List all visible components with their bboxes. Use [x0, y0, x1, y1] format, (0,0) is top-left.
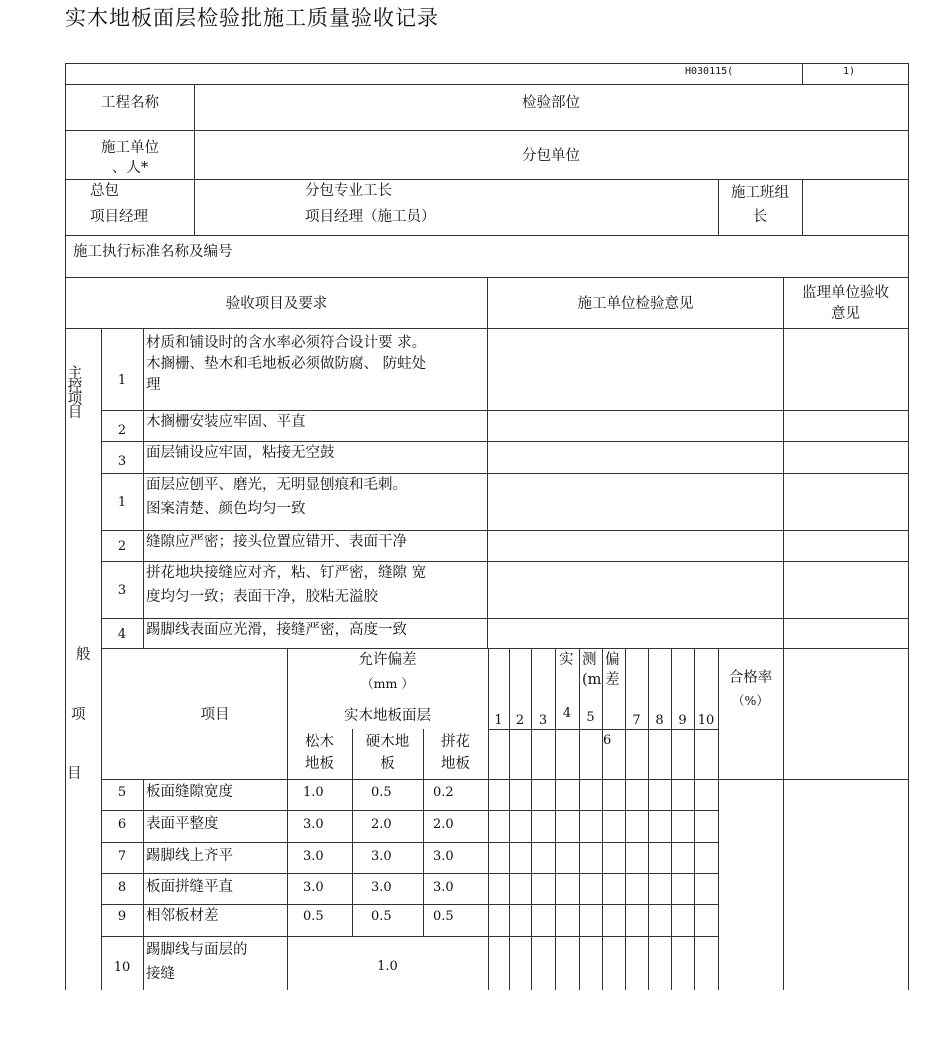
measured-deviation-label: 实 [559, 652, 574, 668]
measured-deviation-label: (m [582, 672, 602, 688]
grid-line [625, 648, 626, 990]
label-inspection-part: 检验部位 [522, 95, 580, 111]
tolerance-value: 2.0 [433, 817, 454, 832]
grid-line [908, 63, 909, 990]
grid-line [101, 936, 719, 937]
measurement-point-number: 6 [603, 733, 612, 748]
tolerance-value: 0.5 [371, 785, 392, 800]
main-item-text: 材质和铺设时的含水率必须符合设计要 求。 [146, 335, 427, 351]
grid-line [718, 648, 719, 990]
grid-line [101, 618, 909, 619]
grid-line [143, 328, 144, 648]
measurement-point-number: 1 [494, 713, 503, 728]
label-team-leader-2: 长 [752, 209, 768, 225]
header-supervisor-2: 意见 [831, 306, 860, 322]
wood-type-header: 硬木地 [365, 734, 410, 750]
tolerance-value: 3.0 [303, 817, 324, 832]
tolerance-value: 3.0 [303, 880, 324, 895]
label-project-manager: 项目经理 [90, 209, 148, 225]
grid-line [101, 779, 909, 780]
grid-line [101, 648, 909, 649]
general-items-label: 项 [71, 707, 86, 723]
grid-line [648, 648, 649, 990]
main-item-text: 理 [146, 377, 161, 393]
label-pass-rate-unit: （%） [732, 693, 769, 708]
general-item-number: 1 [117, 495, 127, 510]
label-sub-foreman: 分包专业工长 [305, 183, 392, 199]
measured-deviation-label: 测 [582, 652, 597, 668]
grid-line [101, 873, 719, 874]
main-item-text: 木搁栅、垫木和毛地板必须做防腐、 防蛀处 [146, 356, 427, 372]
label-sub-pm: 项目经理（施工员） [305, 209, 436, 225]
tolerance-value: 3.0 [433, 849, 454, 864]
label-standard: 施工执行标准名称及编号 [73, 244, 233, 260]
general-item-text: 度均匀一致；表面干净，胶粘无溢胶 [146, 589, 378, 605]
measurement-point-number: 9 [678, 713, 687, 728]
grid-line [101, 441, 909, 442]
measured-deviation-label: 差 [605, 672, 620, 688]
grid-line [509, 648, 510, 990]
grid-line [287, 648, 288, 990]
label-project-name: 工程名称 [101, 95, 159, 111]
general-item-text: 缝隙应严密；接头位置应错开、表面干净 [146, 534, 407, 550]
deviation-row-name: 踢脚线与面层的 [146, 942, 248, 958]
deviation-row-name: 接缝 [146, 966, 175, 982]
measurement-point-number: 8 [655, 713, 664, 728]
deviation-row-name: 板面缝隙宽度 [146, 784, 233, 800]
measurement-point-number: 10 [697, 713, 715, 728]
grid-line [101, 561, 909, 562]
wood-type-header: 拼花 [441, 734, 470, 750]
grid-line [65, 130, 909, 131]
grid-line [101, 810, 719, 811]
main-item-text: 面层铺设应牢固，粘接无空鼓 [146, 445, 335, 461]
deviation-row-name: 表面平整度 [146, 816, 219, 832]
tolerance-value: 3.0 [371, 880, 392, 895]
grid-line [802, 179, 803, 235]
general-item-number: 4 [117, 627, 127, 642]
main-items-label: 目 [67, 405, 83, 421]
measurement-point-number: 2 [515, 713, 525, 728]
form-code-end: 1) [843, 66, 856, 77]
deviation-row-number: 6 [117, 817, 127, 832]
general-items-label: 般 [76, 647, 91, 663]
grid-line [718, 179, 719, 235]
grid-line [101, 473, 909, 474]
measured-deviation-label: 偏 [605, 652, 620, 668]
grid-line [694, 648, 695, 990]
grid-line [783, 277, 784, 990]
tolerance-value: 0.2 [433, 785, 454, 800]
grid-line [579, 648, 580, 990]
general-item-number: 2 [117, 539, 127, 554]
label-construction-unit-2: 、人* [111, 160, 149, 176]
form-code: H030115( [685, 66, 734, 77]
label-general-contractor: 总包 [90, 183, 119, 199]
grid-line [487, 277, 488, 648]
deviation-row-number: 9 [117, 909, 127, 924]
deviation-row-number: 7 [117, 849, 127, 864]
grid-line [194, 84, 195, 235]
general-item-text: 踢脚线表面应光滑，接缝严密，高度一致 [146, 622, 407, 638]
grid-line [65, 235, 909, 236]
grid-line [671, 648, 672, 990]
deviation-row-name: 踢脚线上齐平 [146, 848, 233, 864]
deviation-row-number: 5 [117, 785, 127, 800]
deviation-row-number: 10 [113, 960, 131, 975]
label-allowed-deviation: 允许偏差 [358, 652, 417, 668]
header-contractor-opinion: 施工单位检验意见 [577, 296, 694, 312]
main-item-number: 2 [117, 423, 127, 438]
tolerance-value: 1.0 [377, 959, 398, 974]
measurement-point-number: 4 [562, 706, 572, 721]
main-items-label: 控 [67, 379, 83, 395]
general-item-text: 图案清楚、颜色均匀一致 [146, 501, 306, 517]
grid-line [531, 648, 532, 990]
tolerance-value: 3.0 [303, 849, 324, 864]
grid-line [65, 179, 909, 180]
measurement-point-number: 7 [632, 713, 641, 728]
measurement-point-number: 3 [538, 713, 548, 728]
grid-line [101, 530, 909, 531]
tolerance-value: 1.0 [303, 785, 324, 800]
header-items-requirements: 验收项目及要求 [225, 296, 328, 312]
tolerance-value: 0.5 [371, 909, 392, 924]
grid-line [65, 63, 909, 64]
wood-type-header: 板 [380, 756, 395, 772]
grid-line [65, 63, 66, 990]
grid-line [65, 84, 909, 85]
main-items-label: 主 [67, 366, 83, 382]
label-allowed-deviation-unit: （mm ） [361, 676, 414, 691]
tolerance-value: 3.0 [371, 849, 392, 864]
tolerance-value: 2.0 [371, 817, 392, 832]
grid-line [101, 842, 719, 843]
general-item-text: 面层应刨平、磨光，无明显刨痕和毛刺。 [146, 477, 407, 493]
label-subcontract-unit: 分包单位 [522, 148, 580, 164]
tolerance-value: 0.5 [303, 909, 324, 924]
grid-line [101, 410, 909, 411]
grid-line [143, 779, 144, 990]
general-item-number: 3 [117, 583, 127, 598]
main-item-text: 木搁栅安装应牢固、平直 [146, 414, 306, 430]
label-construction-unit: 施工单位 [101, 140, 159, 156]
deviation-row-number: 8 [117, 880, 127, 895]
wood-type-header: 地板 [441, 756, 470, 772]
main-item-number: 3 [117, 454, 127, 469]
main-item-number: 1 [117, 373, 127, 388]
grid-line [802, 63, 803, 84]
grid-line [101, 904, 719, 905]
deviation-row-name: 板面拼缝平直 [146, 879, 233, 895]
general-items-label: 目 [67, 766, 82, 782]
tolerance-value: 0.5 [433, 909, 454, 924]
label-team-leader: 施工班组 [731, 185, 789, 201]
grid-line [602, 648, 603, 990]
deviation-row-name: 相邻板材差 [146, 908, 219, 924]
wood-type-header: 松木 [305, 734, 334, 750]
form-title: 实木地板面层检验批施工质量验收记录 [65, 6, 439, 30]
grid-line [555, 648, 556, 990]
label-solid-wood-surface: 实木地板面层 [344, 708, 431, 724]
grid-line [488, 648, 489, 990]
general-item-text: 拼花地块接缝应对齐，粘、钉严密，缝隙 宽 [146, 565, 427, 581]
label-deviation-item: 项目 [200, 707, 230, 723]
main-items-label: 项 [67, 392, 83, 408]
wood-type-header: 地板 [305, 756, 334, 772]
measurement-point-number: 5 [586, 710, 595, 725]
label-pass-rate: 合格率 [728, 670, 773, 686]
header-supervisor: 监理单位验收 [802, 285, 889, 301]
tolerance-value: 3.0 [433, 880, 454, 895]
